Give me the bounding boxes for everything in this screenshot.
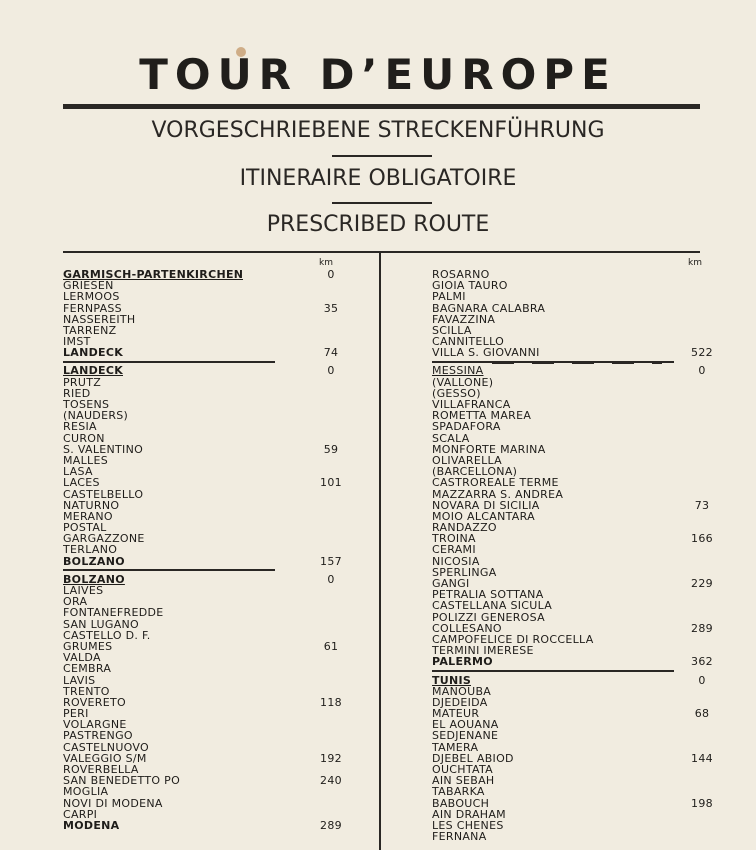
left-route-column bbox=[63, 257, 353, 831]
route-row bbox=[63, 399, 353, 410]
distance-km: 289 bbox=[691, 621, 713, 635]
place-name: LANDECK bbox=[63, 365, 124, 377]
place-name: MAZZARRA S. ANDREA bbox=[432, 488, 564, 500]
distance-km: 289 bbox=[320, 818, 342, 832]
place-name: PASTRENGO bbox=[63, 730, 133, 742]
route-row bbox=[432, 831, 712, 842]
route-row bbox=[432, 697, 712, 708]
route-row bbox=[63, 280, 353, 291]
route-row bbox=[432, 511, 712, 522]
place-name: MOGLIA bbox=[63, 786, 109, 798]
route-row bbox=[432, 556, 712, 567]
route-row bbox=[63, 377, 353, 388]
place-name: TÖSENS bbox=[63, 399, 110, 411]
place-name: TROINA bbox=[432, 533, 476, 545]
route-row bbox=[432, 708, 712, 719]
place-name: CASTELBELLO bbox=[63, 488, 144, 500]
route-row bbox=[432, 589, 712, 600]
distance-km: 59 bbox=[323, 442, 339, 456]
distance-km: 198 bbox=[691, 796, 713, 810]
place-name: TARRENZ bbox=[63, 324, 117, 337]
route-row bbox=[432, 489, 712, 500]
km-header: km bbox=[319, 258, 333, 268]
route-row bbox=[63, 719, 353, 730]
route-row bbox=[432, 347, 712, 358]
route-row bbox=[432, 421, 712, 432]
place-name: SEDJENANE bbox=[432, 730, 499, 742]
distance-km: 0 bbox=[327, 572, 335, 586]
route-row bbox=[63, 675, 353, 686]
route-row bbox=[432, 500, 712, 511]
subtitle-german: VORGESCHRIEBENE STRECKENFÜHRUNG bbox=[151, 118, 605, 143]
route-row bbox=[432, 753, 712, 764]
place-name: BOLZANO bbox=[63, 555, 125, 567]
route-row bbox=[432, 742, 712, 753]
route-row bbox=[63, 775, 353, 786]
place-name: CASTELNUOVO bbox=[63, 741, 150, 753]
place-name: GRIESEN bbox=[63, 280, 114, 292]
place-name: MODENA bbox=[63, 819, 120, 832]
route-row bbox=[432, 366, 712, 377]
place-name: GARGAZZONE bbox=[63, 533, 145, 545]
place-name: GANGI bbox=[432, 578, 470, 590]
distance-km: 61 bbox=[323, 639, 339, 653]
place-name: PALMI bbox=[432, 291, 466, 303]
title-rule bbox=[63, 104, 700, 109]
route-row bbox=[432, 533, 712, 544]
place-name: GIOIA TAURO bbox=[432, 280, 508, 292]
place-name: CARPI bbox=[63, 808, 98, 820]
route-row bbox=[432, 269, 712, 280]
place-name: CASTELLO D. F. bbox=[63, 629, 151, 641]
page-title: TOUR D’EUROPE bbox=[139, 50, 617, 99]
route-segment bbox=[432, 675, 712, 843]
km-header: km bbox=[688, 258, 702, 268]
place-name: VILLA S. GIOVANNI bbox=[432, 347, 540, 359]
place-name: S. VALENTINO bbox=[63, 443, 144, 455]
route-row bbox=[63, 596, 353, 607]
route-row bbox=[63, 336, 353, 347]
distance-km: 73 bbox=[694, 498, 710, 512]
route-row bbox=[63, 303, 353, 314]
place-name: TRENTO bbox=[63, 685, 110, 697]
place-name: CAMPOFELICE DI ROCCELLA bbox=[432, 633, 594, 646]
place-name: SAN LUGANO bbox=[63, 618, 140, 630]
route-row bbox=[63, 477, 353, 488]
route-row bbox=[63, 455, 353, 466]
route-row bbox=[432, 656, 712, 667]
route-row bbox=[432, 280, 712, 291]
place-name: TABARKA bbox=[432, 786, 485, 798]
place-name: CASTROREALE TERME bbox=[432, 477, 559, 489]
place-name: FERNPASS bbox=[63, 302, 122, 314]
place-name: TAMERA bbox=[432, 741, 479, 753]
place-name: FERNANA bbox=[432, 831, 487, 843]
place-name: TERLANO bbox=[63, 544, 118, 556]
place-name: RESIA bbox=[63, 421, 97, 433]
segment-rule bbox=[432, 670, 674, 672]
place-name: SCALA bbox=[432, 432, 470, 444]
route-row bbox=[63, 742, 353, 753]
place-name: COLLESANO bbox=[432, 622, 502, 634]
place-name: NOVARA DI SICILIA bbox=[432, 499, 540, 511]
route-row bbox=[63, 325, 353, 336]
route-row bbox=[63, 489, 353, 500]
route-row bbox=[432, 466, 712, 477]
place-name: CEMBRA bbox=[63, 663, 112, 675]
place-name: VILLAFRANCA bbox=[432, 399, 511, 411]
distance-km: 157 bbox=[320, 554, 342, 568]
route-row bbox=[432, 477, 712, 488]
route-row bbox=[63, 585, 353, 596]
route-row bbox=[63, 366, 353, 377]
distance-km: 229 bbox=[691, 577, 713, 591]
sea-crossing-dashes bbox=[492, 362, 662, 364]
place-name: (GESSO) bbox=[432, 387, 481, 400]
place-name: ROVERBELLA bbox=[63, 764, 139, 776]
route-row bbox=[432, 567, 712, 578]
place-name: VALDA bbox=[63, 652, 101, 664]
route-row bbox=[432, 731, 712, 742]
place-name: FONTANEFREDDE bbox=[63, 607, 164, 619]
place-name: IMST bbox=[63, 336, 91, 348]
place-name: GARMISCH-PARTENKIRCHEN bbox=[63, 268, 244, 281]
distance-km: 0 bbox=[327, 267, 335, 281]
place-name: NASSEREITH bbox=[63, 313, 136, 325]
route-row bbox=[432, 675, 712, 686]
place-name: SPERLINGA bbox=[432, 566, 497, 579]
place-name: PRUTZ bbox=[63, 376, 102, 388]
route-row bbox=[63, 697, 353, 708]
route-row bbox=[63, 731, 353, 742]
place-name: OLIVARELLA bbox=[432, 454, 503, 467]
place-name: LACES bbox=[63, 477, 100, 489]
place-name: PETRALIA SOTTANA bbox=[432, 589, 544, 601]
route-row bbox=[63, 686, 353, 697]
route-row bbox=[63, 753, 353, 764]
route-row bbox=[63, 533, 353, 544]
place-name: CURON bbox=[63, 432, 105, 444]
route-row bbox=[63, 641, 353, 652]
place-name: BABOUCH bbox=[432, 797, 490, 809]
route-row bbox=[432, 522, 712, 533]
route-row bbox=[432, 820, 712, 831]
place-name: ROVERETO bbox=[63, 696, 126, 709]
place-name: SPADAFORA bbox=[432, 421, 501, 433]
place-name: RIED bbox=[63, 387, 91, 400]
route-row bbox=[432, 645, 712, 656]
place-name: MONFORTE MARINA bbox=[432, 443, 546, 455]
route-row bbox=[63, 708, 353, 719]
subtitle-french: ITINERAIRE OBLIGATOIRE bbox=[239, 166, 517, 191]
distance-km: 68 bbox=[694, 707, 710, 721]
route-row bbox=[432, 600, 712, 611]
route-segment bbox=[432, 366, 712, 668]
place-name: POSTAL bbox=[63, 522, 107, 534]
route-row bbox=[432, 433, 712, 444]
subtitle-divider bbox=[332, 202, 432, 204]
route-row bbox=[63, 291, 353, 302]
route-row bbox=[63, 574, 353, 585]
place-name: (VALLONE) bbox=[432, 376, 494, 388]
place-name: MALLES bbox=[63, 454, 109, 467]
route-row bbox=[63, 652, 353, 663]
route-row bbox=[432, 388, 712, 399]
route-row bbox=[432, 612, 712, 623]
place-name: (BARCELLONA) bbox=[432, 466, 518, 478]
place-name: PERI bbox=[63, 708, 89, 720]
route-row bbox=[63, 347, 353, 358]
place-name: SAN BENEDETTO PO bbox=[63, 775, 181, 787]
distance-km: 0 bbox=[327, 364, 335, 378]
place-name: PALERMO bbox=[432, 656, 493, 668]
place-name: GRUMES bbox=[63, 640, 113, 653]
route-segment bbox=[63, 574, 353, 831]
place-name: MANOUBA bbox=[432, 685, 492, 697]
place-name: CASTELLANA SICULA bbox=[432, 600, 553, 612]
place-name: LES CHENES bbox=[432, 819, 504, 832]
place-name: SCILLA bbox=[432, 324, 472, 337]
place-name: BAGNARA CALABRA bbox=[432, 302, 546, 314]
place-name: TUNIS bbox=[432, 674, 472, 686]
subtitle-english: PRESCRIBED ROUTE bbox=[266, 212, 490, 237]
distance-km: 101 bbox=[320, 476, 342, 490]
route-row bbox=[432, 399, 712, 410]
place-name: OUCHTATA bbox=[432, 764, 493, 776]
place-name: POLIZZI GENEROSA bbox=[432, 611, 545, 623]
place-name: FAVAZZINA bbox=[432, 313, 496, 325]
place-name: MESSINA bbox=[432, 365, 484, 377]
route-row bbox=[432, 719, 712, 730]
route-row bbox=[63, 820, 353, 831]
distance-km: 522 bbox=[691, 346, 713, 360]
distance-km: 0 bbox=[698, 673, 706, 687]
route-row bbox=[432, 455, 712, 466]
place-name: MATEUR bbox=[432, 708, 480, 720]
route-row bbox=[63, 809, 353, 820]
place-name: DJEBEL ABIOD bbox=[432, 752, 514, 765]
place-name: VALEGGIO S/M bbox=[63, 752, 147, 765]
segment-rule bbox=[63, 361, 275, 363]
route-row bbox=[432, 291, 712, 302]
route-row bbox=[63, 388, 353, 399]
distance-km: 144 bbox=[691, 751, 713, 765]
route-row bbox=[432, 786, 712, 797]
route-segment bbox=[63, 366, 353, 567]
route-row bbox=[63, 764, 353, 775]
place-name: MERANO bbox=[63, 510, 113, 523]
place-name: ROSARNO bbox=[432, 268, 490, 281]
place-name: ROMETTA MAREA bbox=[432, 410, 532, 422]
route-row bbox=[432, 314, 712, 325]
distance-km: 0 bbox=[698, 364, 706, 378]
route-row bbox=[432, 775, 712, 786]
route-row bbox=[432, 686, 712, 697]
place-name: CANNITELLO bbox=[432, 336, 505, 348]
place-name: AIN SEBAH bbox=[432, 775, 495, 787]
route-segment bbox=[432, 269, 712, 359]
route-row bbox=[63, 522, 353, 533]
route-row bbox=[63, 500, 353, 511]
subtitle-divider bbox=[332, 155, 432, 157]
route-row bbox=[63, 444, 353, 455]
distance-km: 74 bbox=[323, 346, 339, 360]
place-name: NOVI DI MODENA bbox=[63, 797, 163, 809]
route-row bbox=[63, 663, 353, 674]
route-row bbox=[432, 623, 712, 634]
place-name: VOLARGNE bbox=[63, 719, 127, 731]
column-divider bbox=[379, 253, 381, 850]
route-row bbox=[432, 325, 712, 336]
table-top-rule bbox=[63, 251, 700, 253]
route-row bbox=[63, 466, 353, 477]
distance-km: 118 bbox=[320, 695, 342, 709]
route-row bbox=[63, 619, 353, 630]
route-segment bbox=[63, 269, 353, 359]
route-row bbox=[63, 410, 353, 421]
route-row bbox=[432, 764, 712, 775]
route-row bbox=[63, 421, 353, 432]
route-row bbox=[432, 809, 712, 820]
route-row bbox=[432, 444, 712, 455]
place-name: LASA bbox=[63, 466, 93, 478]
route-row bbox=[63, 798, 353, 809]
route-row bbox=[63, 556, 353, 567]
route-row bbox=[432, 410, 712, 421]
place-name: DJEDEIDA bbox=[432, 696, 488, 709]
place-name: (NAUDERS) bbox=[63, 410, 129, 422]
route-row bbox=[63, 433, 353, 444]
route-row bbox=[432, 377, 712, 388]
place-name: AIN DRAHAM bbox=[432, 808, 506, 820]
route-row bbox=[432, 578, 712, 589]
place-name: NATURNO bbox=[63, 499, 120, 511]
place-name: RANDAZZO bbox=[432, 522, 497, 534]
place-name: BOLZANO bbox=[63, 573, 125, 586]
place-name: NICOSIA bbox=[432, 555, 480, 567]
right-route-column bbox=[432, 257, 712, 842]
route-row bbox=[432, 634, 712, 645]
place-name: EL AOUANA bbox=[432, 719, 499, 731]
distance-km: 362 bbox=[691, 655, 713, 669]
distance-km: 35 bbox=[323, 301, 339, 315]
route-row bbox=[63, 269, 353, 280]
place-name: MOIO ALCANTARA bbox=[432, 510, 535, 523]
place-name: CERAMI bbox=[432, 544, 476, 556]
place-name: LERMOOS bbox=[63, 291, 120, 303]
route-row bbox=[432, 798, 712, 809]
place-name: ORA bbox=[63, 596, 88, 608]
distance-km: 240 bbox=[320, 774, 342, 788]
place-name: LAIVES bbox=[63, 585, 104, 597]
segment-rule bbox=[63, 569, 275, 571]
route-row bbox=[63, 607, 353, 618]
route-row bbox=[63, 511, 353, 522]
route-row bbox=[432, 336, 712, 347]
route-row bbox=[63, 545, 353, 556]
route-row bbox=[63, 786, 353, 797]
route-row bbox=[432, 545, 712, 556]
place-name: LAVIS bbox=[63, 674, 96, 686]
route-row bbox=[432, 303, 712, 314]
distance-km: 192 bbox=[320, 751, 342, 765]
route-row bbox=[63, 630, 353, 641]
place-name: LANDECK bbox=[63, 347, 124, 359]
place-name: TERMINI IMERESE bbox=[432, 645, 534, 657]
route-row bbox=[63, 314, 353, 325]
distance-km: 166 bbox=[691, 532, 713, 546]
